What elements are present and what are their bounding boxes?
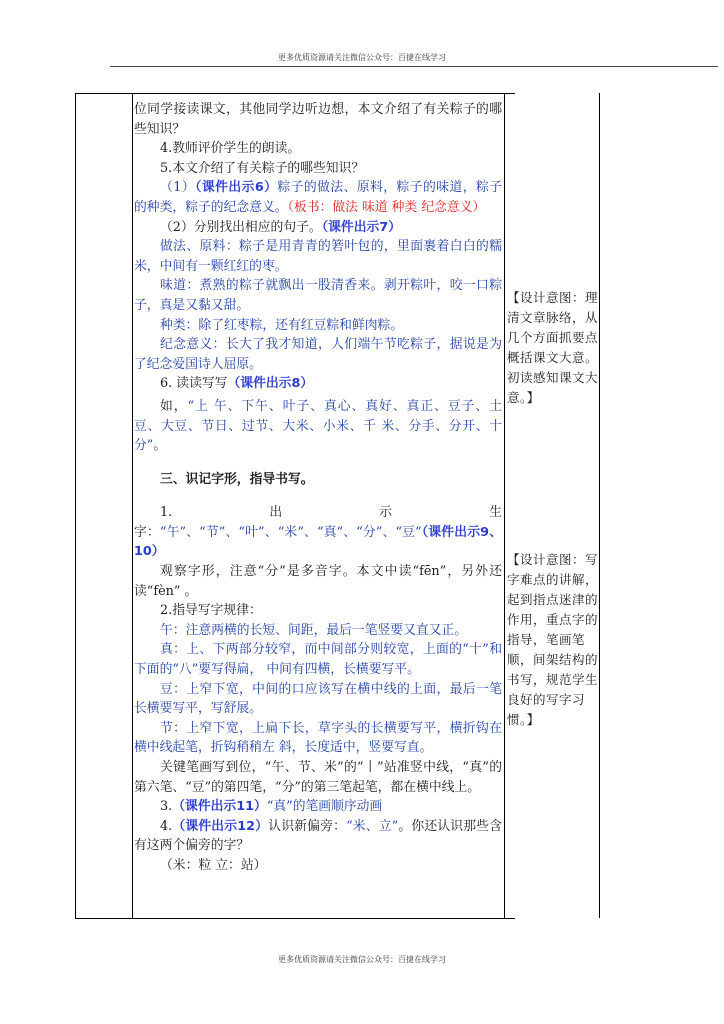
character-list: “午”、“节”、“叶”、“米”、“真”、“分”、“豆” bbox=[159, 524, 422, 540]
text: 粽子的做法、原料，粽子的味道，粽子的种类，粽子的纪念意义。 bbox=[134, 180, 502, 215]
text: 。 bbox=[153, 438, 167, 454]
paragraph bbox=[134, 374, 502, 394]
paragraph: 4.教师评价学生的朗读。 bbox=[160, 141, 301, 157]
paragraph: 味道：煮熟的粽子就飘出一股清香来。剥开粽叶，咬一口粽子，真是又黏又甜。 bbox=[134, 278, 502, 313]
radical-list: “米、立” bbox=[346, 818, 399, 834]
paragraph: 2.指导写字规律： bbox=[160, 603, 262, 619]
section-heading: 三、识记字形，指导书写。 bbox=[160, 471, 314, 487]
text: （1） bbox=[160, 180, 196, 196]
header-divider bbox=[110, 66, 718, 67]
text: 3. bbox=[160, 799, 173, 815]
paragraph bbox=[134, 503, 502, 562]
word-list: “上 午、下午、叶子、真心、真好、真正、豆子、土豆、大豆、节日、过节、大米、小米、千 米、分手、分开、十分” bbox=[134, 398, 502, 454]
paragraph: 关键笔画写到位，“午、节、米”的“丨”站准竖中线，“真”的第六笔、“豆”的第四笔，“分”的第三笔起笔，都在横中线上。 bbox=[134, 760, 502, 795]
paragraph: 纪念意义：长大了我才知道，人们端午节吃粽子，据说是为了纪念爱国诗人屈原。 bbox=[134, 337, 502, 372]
courseware-label: （课件出示7） bbox=[321, 219, 402, 235]
paragraph: 午：注意两横的长短、间距，最后一笔竖要又直又正。 bbox=[160, 622, 468, 638]
spacer bbox=[134, 456, 502, 470]
text: “真”的笔画顺序动画 bbox=[266, 799, 383, 815]
courseware-label: （课件出示6） bbox=[195, 180, 278, 196]
text: 如， bbox=[160, 398, 188, 414]
paragraph: 真：上、下两部分较窄，而中间部分则较宽，上面的“十”和下面的“八”要写得扁， 中间有四横，长横要写平。 bbox=[134, 642, 502, 678]
spacer bbox=[134, 489, 502, 503]
paragraph: 5.本文介绍了有关粽子的哪些知识？ bbox=[160, 160, 365, 176]
courseware-label: （课件出示11） bbox=[172, 799, 267, 815]
paragraph: 豆：上窄下宽，中间的口应该写在横中线的上面，最后一笔长横要写平，写舒展。 bbox=[134, 681, 502, 717]
table-divider-right bbox=[599, 93, 600, 918]
text: 6. 读读写写 bbox=[160, 376, 228, 392]
table-divider-left bbox=[132, 93, 133, 918]
page-header: 更多优质资源请关注微信公众号：百捷在线学习 bbox=[278, 53, 446, 62]
table-divider-middle bbox=[504, 93, 505, 918]
paragraph bbox=[134, 218, 502, 238]
courseware-label: （课件出示8） bbox=[227, 376, 314, 392]
courseware-label: （课件出示9、10） bbox=[134, 524, 502, 560]
paragraph: 种类：除了红枣粽，还有红豆粽和鲜肉粽。 bbox=[160, 317, 404, 333]
text: 认识新偏旁： bbox=[268, 818, 347, 834]
text: 。你还认识那些含有这两个偏旁的字？ bbox=[134, 818, 503, 854]
paragraph: 观察字形，注意“分”是多音字。本文中读“fēn”，另外还读“fèn” 。 bbox=[134, 564, 502, 599]
text: 1.出示生字： bbox=[134, 505, 502, 540]
paragraph: 节：上窄下宽，上扁下长，草字头的长横要写平，横折钩在横中线起笔，折钩稍稍左 斜，长度适中，竖要写直。 bbox=[134, 720, 502, 756]
text: 4. bbox=[160, 818, 173, 834]
paragraph: （米：粒 立：站） bbox=[160, 857, 267, 873]
paragraph bbox=[134, 817, 502, 856]
paragraph bbox=[134, 397, 502, 456]
paragraph bbox=[134, 178, 502, 217]
page-footer: 更多优质资源请关注微信公众号：百捷在线学习 bbox=[278, 955, 446, 964]
design-intent-note-1: 【设计意图：理清文章脉络，从几个方面抓要点概括课文大意。初读感知课文大意。】 bbox=[507, 290, 599, 405]
paragraph: 做法、原料：粽子是用青青的箬叶包的，里面裹着白白的糯米，中间有一颗红红的枣。 bbox=[134, 239, 502, 274]
paragraph bbox=[134, 797, 502, 817]
design-intent-note-2: 【设计意图：写字难点的讲解，起到指点迷津的作用，重点字的指导，笔画笔顺，间架结构的书写，规范学生良好的写字习惯。】 bbox=[507, 552, 599, 727]
paragraph: 位同学接读课文，其他同学边听边想，本文介绍了有关粽子的哪些知识？ bbox=[134, 102, 502, 137]
text: （2）分别找出相应的句子。 bbox=[160, 219, 322, 235]
courseware-label: （课件出示12） bbox=[172, 818, 269, 834]
teaching-process-column bbox=[134, 100, 502, 876]
blackboard-note: （板书：做法 味道 种类 纪念意义） bbox=[287, 199, 486, 215]
